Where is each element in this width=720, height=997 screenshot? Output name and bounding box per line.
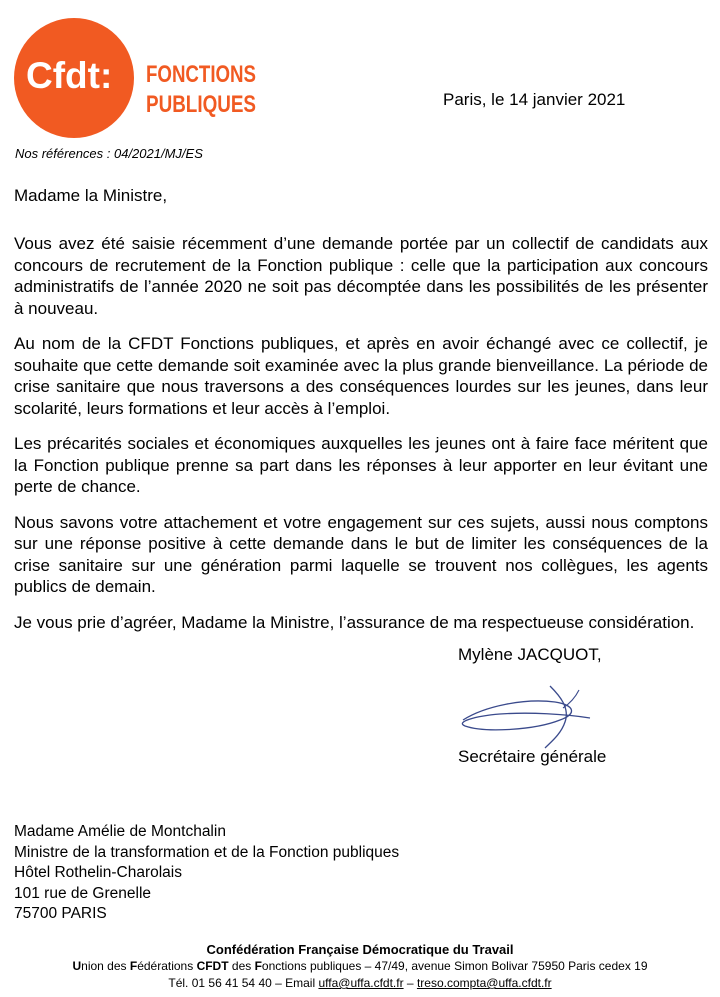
footer-text: des <box>228 959 255 973</box>
footer-text: U <box>72 959 82 973</box>
footer-org-name: Confédération Française Démocratique du Travail <box>206 942 514 957</box>
footer-text: nion des <box>81 959 130 973</box>
address-line: Hôtel Rothelin-Charolais <box>14 864 182 881</box>
paragraph: Au nom de la CFDT Fonctions publiques, et après en avoir échangé avec ce collectif, je souhaite que cette demande soit examinée avec la plus grande bienveillance. La période de crise sanitaire que nous traversons a des conséquences lourdes sur les jeunes, dans leur scolarité, leurs formations et leur accès à l’emploi. <box>14 334 708 418</box>
footer-text: F <box>129 959 138 973</box>
footer-email-link[interactable]: uffa@uffa.cfdt.fr <box>318 976 404 990</box>
logo-line1: FONCTIONS <box>146 61 256 88</box>
paragraph: Je vous prie d’agréer, Madame la Ministre, l’assurance de ma respectueuse considération. <box>14 612 695 632</box>
address-line: 75700 PARIS <box>14 905 107 922</box>
address-line: 101 rue de Grenelle <box>14 884 152 902</box>
cfdt-fonctions-publiques-logo <box>14 18 264 138</box>
handwritten-signature <box>455 678 605 753</box>
signer-name: Mylène JACQUOT, <box>458 645 602 664</box>
address-line: Ministre de la transformation et de la Fonction publiques <box>14 843 400 861</box>
footer-email-link[interactable]: treso.compta@uffa.cfdt.fr <box>416 976 552 990</box>
reference-number: Nos références : 04/2021/MJ/ES <box>15 146 203 161</box>
footer-phone: Tél. 01 56 41 54 40 – Email <box>168 976 319 990</box>
footer-text: CFDT <box>196 959 229 973</box>
logo-brand-text: Cfdt: <box>26 55 113 96</box>
footer-text: F <box>254 959 262 973</box>
recipient-address <box>14 822 399 925</box>
salutation: Madame la Ministre, <box>14 186 168 205</box>
paragraph: Les précarités sociales et économiques auxquelles les jeunes ont à faire face méritent que la Fonction publique prenne sa part dans les réponses à leur apporter en leur évitant une perte de chance. <box>14 434 708 496</box>
paragraph: Vous avez été saisie récemment d’une demande portée par un collectif de candidats aux concours de recrutement de la Fonction publique : celle que la participation aux concours administratifs de l’année 2020 ne soit pas décomptée dans les possibilités de les présenter à nouveau. <box>14 234 708 318</box>
logo-line2: PUBLIQUES <box>146 91 256 118</box>
letter-body <box>14 233 708 647</box>
address-line: Madame Amélie de Montchalin <box>14 823 226 840</box>
footer-contact <box>0 975 720 992</box>
footer-text: édérations <box>137 959 197 973</box>
footer-address <box>0 958 720 975</box>
footer <box>0 941 720 992</box>
paragraph: Nous savons votre attachement et votre engagement sur ces sujets, aussi nous comptons sur une réponse positive à cette demande dans le but de limiter les conséquences de la crise sanitaire sur une génération parmi laquelle se trouvent nos collègues, les agents publics de demain. <box>14 512 708 596</box>
footer-text: onctions publiques – 47/49, avenue Simon Bolivar 75950 Paris cedex 19 <box>261 959 648 973</box>
footer-separator: – <box>403 976 417 990</box>
letter-date: Paris, le 14 janvier 2021 <box>443 90 626 109</box>
signer-title: Secrétaire générale <box>458 747 607 766</box>
